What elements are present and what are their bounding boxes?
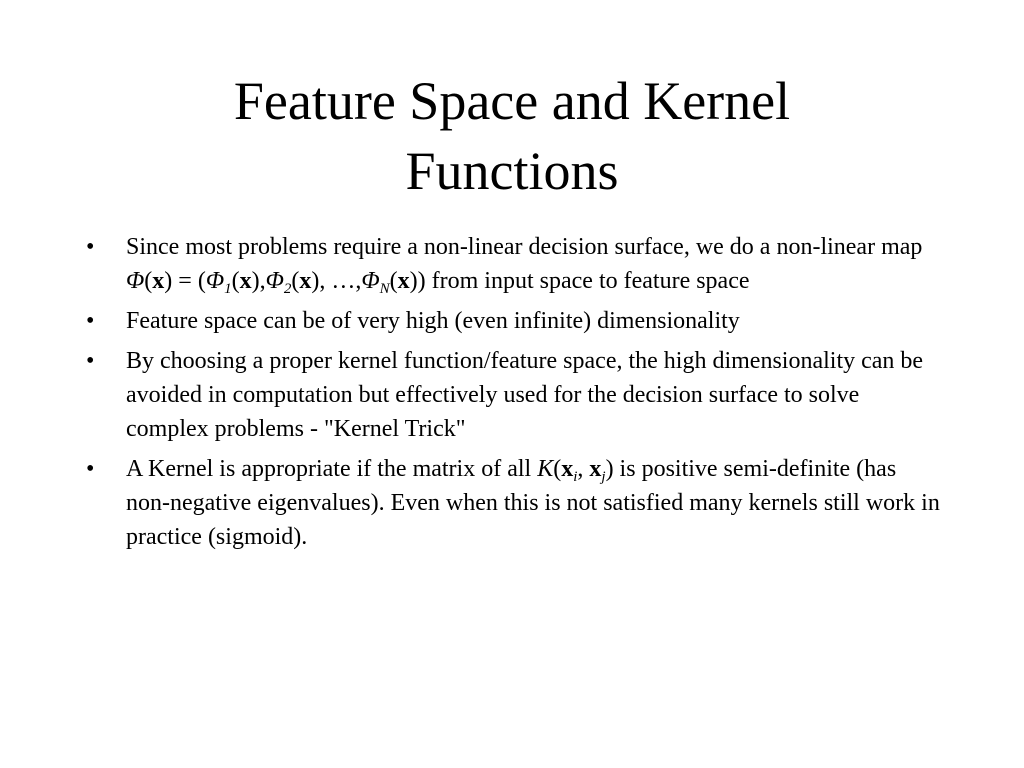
separator: ), …, xyxy=(311,268,362,294)
equals-sign: = ( xyxy=(172,268,206,294)
separator: , xyxy=(577,456,590,482)
bullet-text-part: )) from input space to feature space xyxy=(409,268,750,294)
bullet-marker: • xyxy=(86,308,95,334)
bullet-list xyxy=(82,230,942,560)
paren: ( xyxy=(389,268,398,294)
bullet-marker: • xyxy=(86,234,95,260)
bullet-text-part: ) is positive semi-definite (has non-negative eigenvalues). Even when this is not satisfied many kernels still work in practice (sigmoid). xyxy=(126,456,940,550)
paren: ) xyxy=(164,268,173,294)
bullet-text xyxy=(126,234,923,297)
phi-symbol: Φ xyxy=(361,268,380,294)
vector-x: x xyxy=(561,456,574,482)
subscript: j xyxy=(601,469,606,485)
bullet-item xyxy=(82,304,942,338)
phi-symbol: Φ xyxy=(126,268,145,294)
paren: ( xyxy=(553,456,562,482)
kernel-symbol: K xyxy=(537,456,554,482)
bullet-text xyxy=(126,456,940,550)
subscript: 2 xyxy=(283,281,292,297)
bullet-text-part: A Kernel is appropriate if the matrix of all xyxy=(126,456,538,482)
separator: ), xyxy=(251,268,266,294)
title-line-2: Functions xyxy=(405,141,619,201)
vector-x: x xyxy=(152,268,165,294)
subscript: 1 xyxy=(224,281,232,297)
bullet-item xyxy=(82,452,942,554)
bullet-marker: • xyxy=(86,348,95,374)
phi-symbol: Φ xyxy=(265,268,284,294)
vector-x: x xyxy=(397,268,410,294)
phi-symbol: Φ xyxy=(205,268,225,294)
subscript: i xyxy=(573,469,578,485)
title-line-1: Feature Space and Kernel xyxy=(233,71,791,131)
bullet-text: Feature space can be of very high (even infinite) dimensionality xyxy=(126,308,740,334)
paren: ( xyxy=(144,268,153,294)
bullet-item xyxy=(82,230,942,298)
bullet-text-part: Since most problems require a non-linear decision surface, we do a non-linear map xyxy=(126,234,923,260)
bullet-text: By choosing a proper kernel function/feature space, the high dimensionality can be avoided in computation but effectively used for the decision surface to solve complex problems - "Kernel Trick" xyxy=(126,348,924,442)
subscript: N xyxy=(379,281,390,297)
paren: ( xyxy=(231,268,240,294)
slide-title xyxy=(60,66,964,206)
vector-x: x xyxy=(589,456,602,482)
vector-x: x xyxy=(299,268,312,294)
paren: ( xyxy=(291,268,300,294)
vector-x: x xyxy=(239,268,252,294)
bullet-item xyxy=(82,344,942,446)
bullet-marker: • xyxy=(86,456,95,482)
